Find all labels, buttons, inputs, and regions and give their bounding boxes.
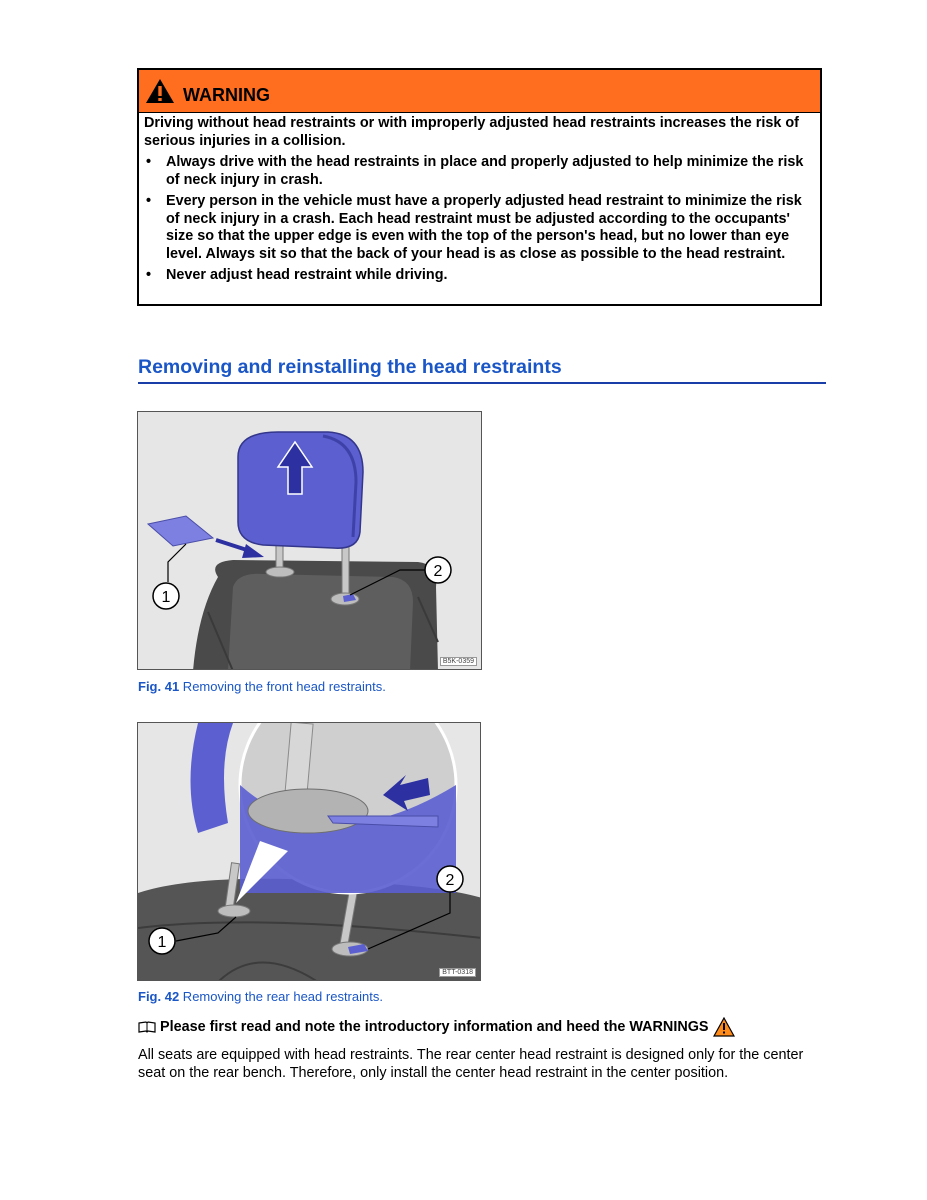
warning-bullet: • Never adjust head restraint while driving. [144,267,814,285]
notice-text: Please first read and note the introductory information and heed the WARNINGS [160,1019,709,1035]
figure-number: Fig. 42 [138,989,180,1004]
book-icon [138,1021,156,1033]
warning-box [137,68,822,306]
read-notice [138,1017,778,1037]
warning-header [139,70,820,113]
figure-caption [138,679,386,694]
figure-front-head-restraints [137,411,482,670]
rear-head-restraint-illustration [138,723,481,981]
figure-code: B5K-0359 [440,657,477,666]
figure-caption-text: Removing the front head restraints. [179,679,386,694]
warning-body [139,113,820,285]
figure-code: BTT-0318 [439,968,476,977]
warning-intro: Driving without head restraints or with improperly adjusted head restraints increases the risk of serious injuries in a collision. [144,115,799,149]
warning-bullet: • Always drive with the head restraints in place and properly adjusted to help minimize the risk of neck injury in crash. [144,154,814,189]
figure-caption-text: Removing the rear head restraints. [179,989,383,1004]
body-paragraph: All seats are equipped with head restraints. The rear center head restraint is designed only for the center seat on the rear bench. Therefore, only install the center head restraint in the center position. [138,1047,804,1081]
section-title: Removing and reinstalling the head restraints [138,356,826,384]
front-head-restraint-illustration [138,412,482,670]
callout-2: 2 [433,563,443,580]
warning-bullet: • Every person in the vehicle must have a properly adjusted head restraint to minimize the risk of neck injury in a crash. Each head restraint must be adjusted according to the occupants' size so that the upper edge is even with the top of the person's head, but no lower than eye level. Always sit so that the back of your head is as close as possible to the head restraint. [144,193,814,263]
callout-1: 1 [157,934,167,951]
warning-title: WARNING [183,84,270,105]
warning-triangle-icon [145,78,175,104]
figure-rear-head-restraints [137,722,481,981]
figure-caption [138,989,383,1004]
callout-1: 1 [161,589,171,606]
figure-number: Fig. 41 [138,679,180,694]
warning-triangle-icon[interactable] [713,1017,735,1037]
callout-2: 2 [445,872,455,889]
